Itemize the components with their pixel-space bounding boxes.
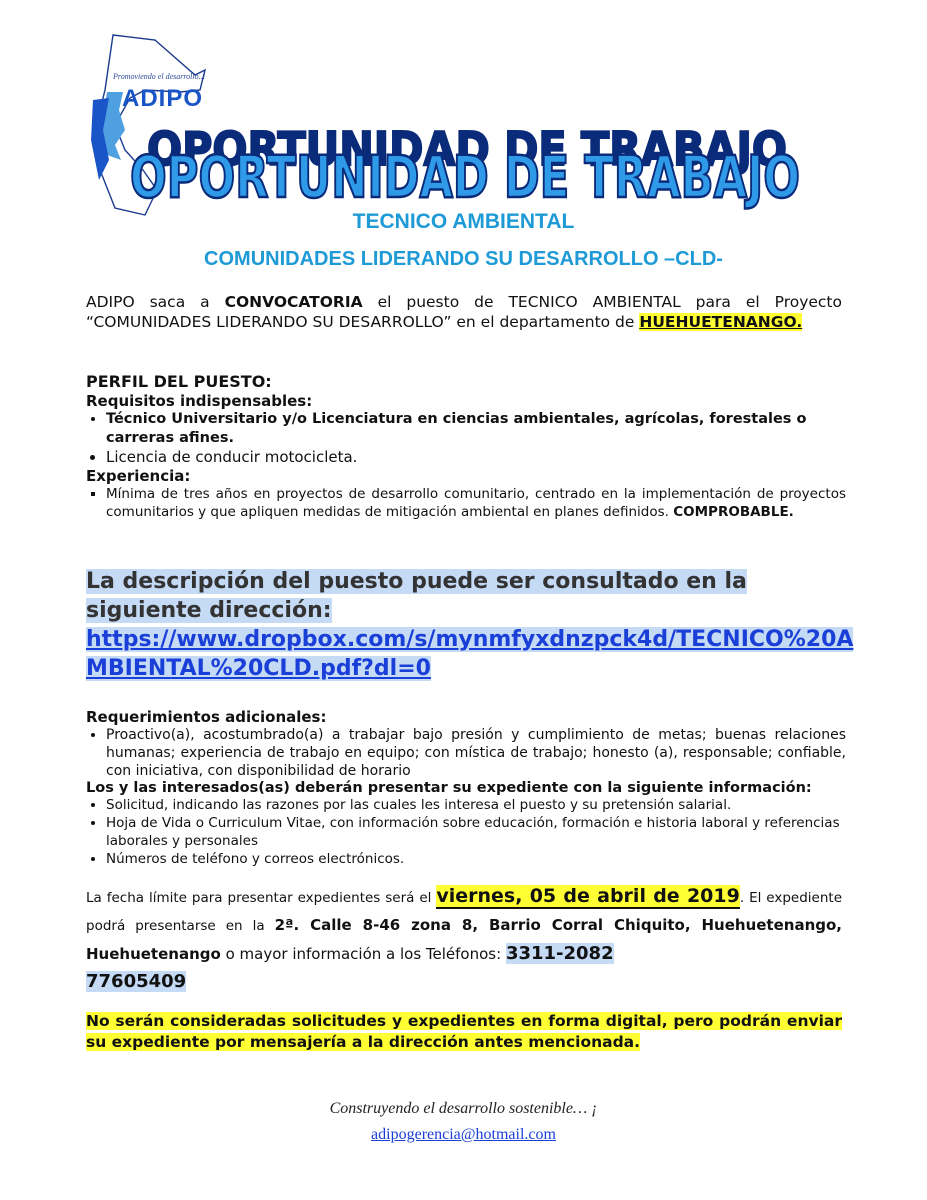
requirement-item: • Licencia de conducir motocicleta.	[106, 448, 846, 467]
banner-title	[115, 125, 815, 220]
description-block	[86, 567, 854, 683]
dossier-item: • Solicitud, indicando las razones por las cuales les interesa el puesto y su pretensión salarial.	[106, 796, 846, 814]
additional-section	[86, 708, 846, 868]
phone-number: 77605409	[86, 971, 187, 992]
description-text: La descripción del puesto puede ser consultado en la siguiente dirección:	[86, 569, 747, 623]
banner-text: OPORTUNIDAD DE TRABAJO	[130, 143, 800, 211]
dossier-item: • Números de teléfono y correos electrónicos.	[106, 850, 846, 868]
department-name: HUEHUETENANGO.	[639, 313, 803, 331]
deadline-paragraph: La fecha límite para presentar expedientes será el viernes, 05 de abril de 2019. El expediente podrá presentarse en la 2ª. Calle 8-46 zona 8, Barrio Corral Chiquito, Huehuetenango, Huehuetenango o mayor información a los Teléfonos: 3311-2082 77605409	[86, 885, 842, 992]
experience-item: ▪ Mínima de tres años en proyectos de desarrollo comunitario, centrado en la implementación de proyectos comunitarios y que apliquen medidas de mitigación ambiental en planes definidos. COMPROBABLE.	[106, 485, 846, 521]
dossier-heading: Los y las interesados(as) deberán presentar su expediente con la siguiente información:	[86, 780, 812, 796]
logo-tagline: Promoviendo el desarrollo..!	[113, 72, 206, 81]
position-title: TECNICO AMBIENTAL	[352, 210, 575, 233]
deadline-date: viernes, 05 de abril de 2019	[436, 885, 740, 907]
intro-paragraph: ADIPO saca a CONVOCATORIA el puesto de TECNICO AMBIENTAL para el Proyecto “COMUNIDADES LIDERANDO SU DESARROLLO” en el departamento de HUEHUETENANGO.	[86, 293, 842, 331]
experience-heading: Experiencia:	[86, 467, 191, 485]
logo-name: ADIPO	[122, 85, 204, 112]
banner-shadow: OPORTUNIDAD DE TRABAJO	[147, 125, 787, 176]
description-link-continued[interactable]: MBIENTAL%20CLD.pdf?dl=0	[86, 656, 431, 681]
description-link[interactable]: https://www.dropbox.com/s/mynmfyxdnzpck4d/TECNICO%20A	[86, 627, 854, 652]
requirement-item: • Técnico Universitario y/o Licenciatura en ciencias ambientales, agrícolas, forestales o carreras afines.	[106, 410, 846, 448]
note-paragraph: No serán consideradas solicitudes y expedientes en forma digital, pero podrán enviar su expediente por mensajería a la dirección antes mencionada.	[86, 1012, 842, 1051]
phone-number: 3311-2082	[505, 943, 614, 964]
profile-section	[86, 372, 846, 521]
footer-email-link[interactable]: adipogerencia@hotmail.com	[371, 1126, 556, 1143]
address: 2ª. Calle 8-46 zona 8, Barrio Corral Chiquito, Huehuetenango, Huehuetenango	[86, 916, 842, 963]
profile-heading: PERFIL DEL PUESTO:	[86, 372, 272, 391]
required-heading: Requisitos indispensables:	[86, 392, 313, 410]
project-title: COMUNIDADES LIDERANDO SU DESARROLLO –CLD-	[204, 248, 723, 270]
dossier-item: • Hoja de Vida o Curriculum Vitae, con información sobre educación, formación e historia laboral y referencias laborales y personales	[106, 814, 846, 850]
additional-item: • Proactivo(a), acostumbrado(a) a trabajar bajo presión y cumplimiento de metas; buenas relaciones humanas; experiencia de trabajo en equipo; con mística de trabajo; honesto (a), responsable; confiable, con iniciativa, con disponibilidad de horario	[106, 726, 846, 780]
footer-slogan: Construyendo el desarrollo sostenible… ¡	[329, 1100, 598, 1117]
additional-heading: Requerimientos adicionales:	[86, 708, 327, 726]
